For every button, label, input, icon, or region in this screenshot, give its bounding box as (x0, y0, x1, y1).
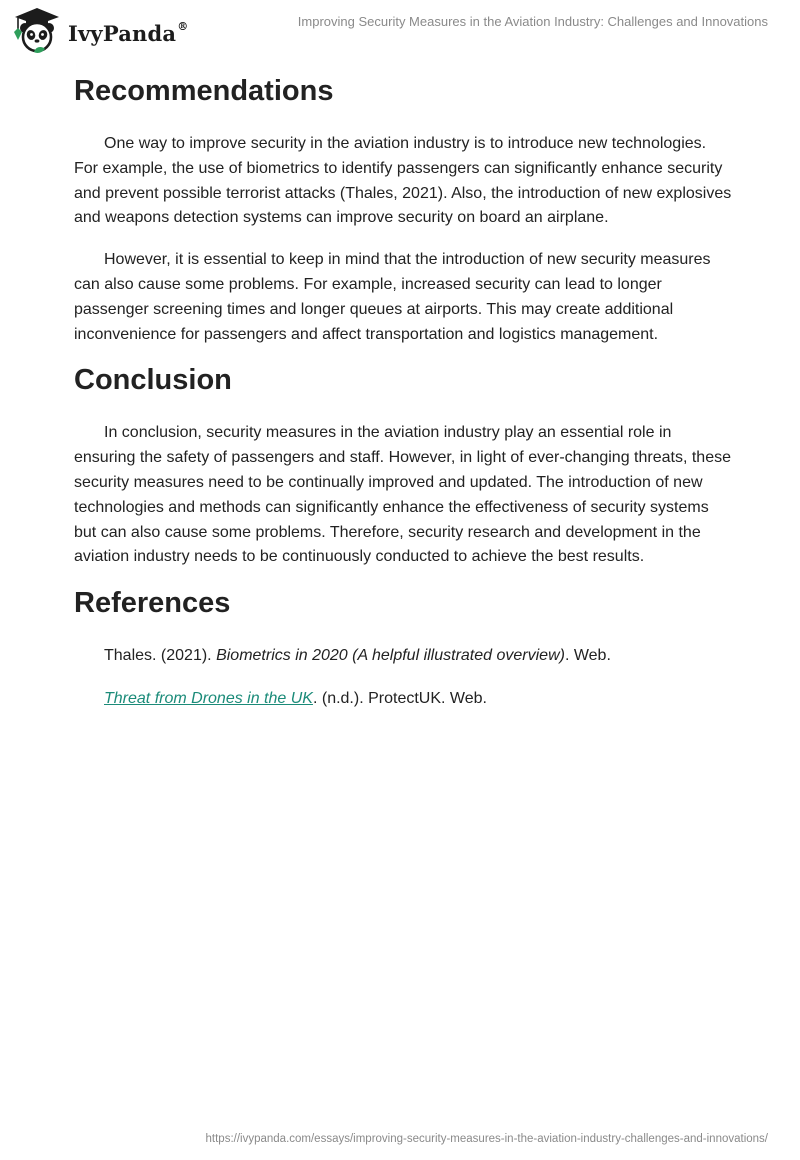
document-title: Improving Security Measures in the Aviation Industry: Challenges and Innovations (297, 14, 768, 29)
brand-name: IvyPanda® (68, 19, 189, 46)
reference-author: Thales. (2021). (104, 647, 217, 665)
recommendations-paragraph-1: One way to improve security in the aviation industry is to introduce new technologies. For example, the use of biometrics to identify passengers can significantly enhance security and prevent possible terrorist attacks (Thales, 2021). Also, the introduction of new explosives and weapons detection systems can improve security on board an airplane. (74, 135, 732, 227)
ivypanda-logo[interactable] (12, 6, 188, 56)
reference-item-thales (74, 644, 734, 669)
references-heading: References (74, 587, 231, 620)
recommendations-paragraph-2: However, it is essential to keep in mind that the introduction of new security measures can also cause some problems. For example, increased security can lead to longer passenger screening times and longer queues at airports. This may create additional inconvenience for passengers and affect transportation and logistics management. (74, 251, 711, 343)
recommendations-heading: Recommendations (74, 75, 334, 107)
essay-content (74, 70, 734, 712)
reference-link-drones[interactable]: Threat from Drones in the UK (104, 689, 313, 707)
panda-graduate-icon (12, 6, 62, 56)
reference-item-protectuk (74, 687, 734, 712)
conclusion-heading: Conclusion (74, 364, 232, 397)
reference-suffix: . (n.d.). ProtectUK. Web. (312, 689, 487, 707)
page-header (0, 0, 800, 64)
footer-url: https://ivypanda.com/essays/improving-security-measures-in-the-aviation-industry-challenges-and-innovations/ (205, 1133, 768, 1145)
reference-title: Biometrics in 2020 (A helpful illustrated overview) (216, 647, 565, 665)
conclusion-paragraph-1: In conclusion, security measures in the aviation industry play an essential role in ensuring the safety of passengers and staff. However, in light of ever-changing threats, these security measures need to be continually improved and updated. The introduction of new technologies and methods can significantly enhance the effectiveness of security systems but can also cause some problems. Therefore, security research and development in the aviation industry needs to be continuously conducted to achieve the best results. (74, 424, 731, 566)
reference-suffix: . Web. (564, 647, 611, 665)
